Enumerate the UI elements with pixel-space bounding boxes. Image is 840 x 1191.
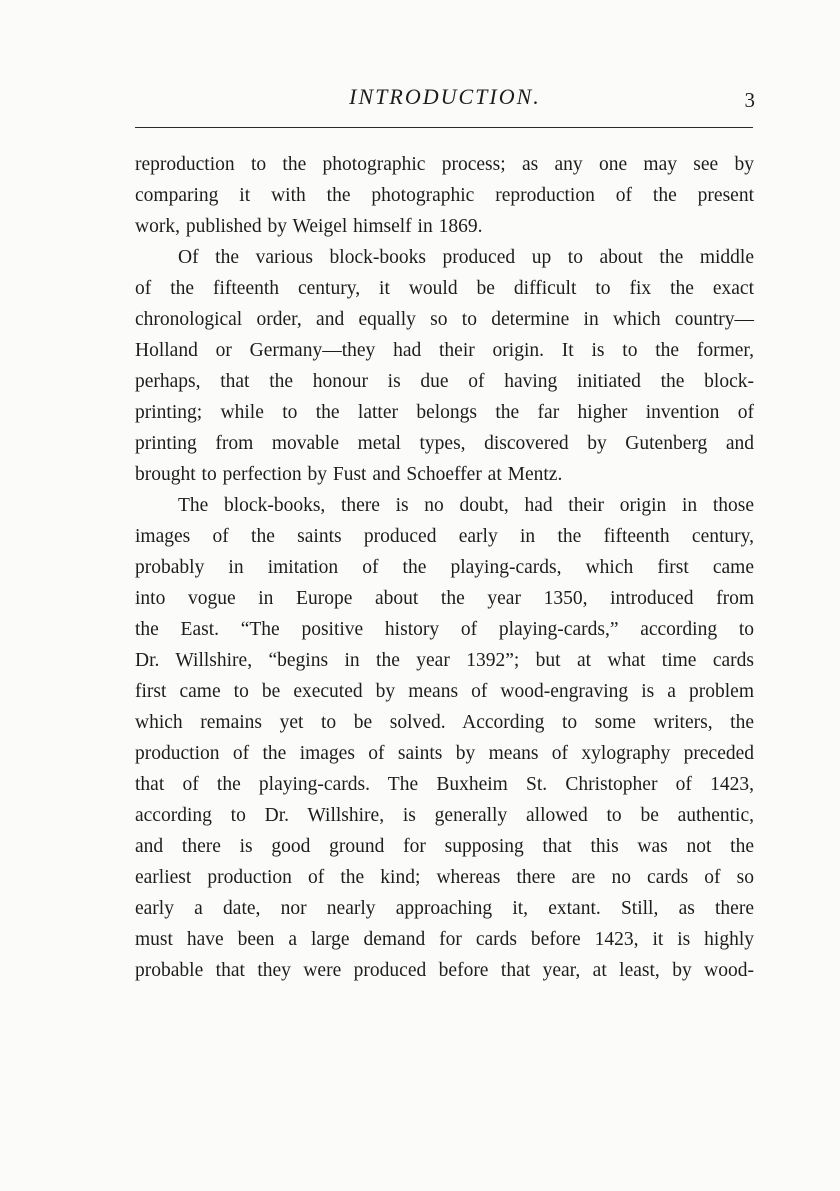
text-line: which remains yet to be solved. According to some writers, the: [135, 712, 754, 733]
text-line: probably in imitation of the playing-cards, which first came: [135, 557, 754, 578]
paragraph-3: [135, 490, 754, 986]
text-line: printing; while to the latter belongs the far higher invention of: [135, 402, 754, 423]
text-line: and there is good ground for supposing that this was not the: [135, 836, 754, 857]
text-line: reproduction to the photographic process; as any one may see by: [135, 154, 754, 175]
text-line: according to Dr. Willshire, is generally allowed to be authentic,: [135, 805, 754, 826]
text-line: earliest production of the kind; whereas there are no cards of so: [135, 867, 754, 888]
text-line: first came to be executed by means of wood-engraving is a problem: [135, 681, 754, 702]
text-line: must have been a large demand for cards before 1423, it is highly: [135, 929, 754, 950]
text-line: early a date, nor nearly approaching it, extant. Still, as there: [135, 898, 754, 919]
text-line: probable that they were produced before that year, at least, by wood-: [135, 960, 754, 981]
page-header: [135, 78, 755, 118]
paragraph-2: [135, 242, 754, 490]
paragraph-1: [135, 149, 754, 242]
header-rule: [135, 127, 753, 128]
text-line: printing from movable metal types, discovered by Gutenberg and: [135, 433, 754, 454]
body-text: [135, 149, 754, 986]
text-line: brought to perfection by Fust and Schoeffer at Mentz.: [135, 464, 563, 485]
running-title: INTRODUCTION.: [349, 84, 541, 109]
text-line: that of the playing-cards. The Buxheim St. Christopher of 1423,: [135, 774, 754, 795]
text-line: Holland or Germany—they had their origin. It is to the former,: [135, 340, 754, 361]
text-line: of the fifteenth century, it would be difficult to fix the exact: [135, 278, 754, 299]
text-line: work, published by Weigel himself in 1869.: [135, 216, 483, 237]
text-line: into vogue in Europe about the year 1350, introduced from: [135, 588, 754, 609]
text-line: production of the images of saints by means of xylography preceded: [135, 743, 754, 764]
text-line: comparing it with the photographic reproduction of the present: [135, 185, 754, 206]
text-line: The block-books, there is no doubt, had their origin in those: [178, 495, 754, 516]
text-line: images of the saints produced early in the fifteenth century,: [135, 526, 754, 547]
text-line: Of the various block-books produced up to about the middle: [178, 247, 754, 268]
text-line: the East. “The positive history of playing-cards,” according to: [135, 619, 754, 640]
text-line: Dr. Willshire, “begins in the year 1392”; but at what time cards: [135, 650, 754, 671]
text-line: perhaps, that the honour is due of having initiated the block-: [135, 371, 754, 392]
page-number: 3: [744, 88, 755, 112]
text-line: chronological order, and equally so to determine in which country—: [135, 309, 754, 330]
